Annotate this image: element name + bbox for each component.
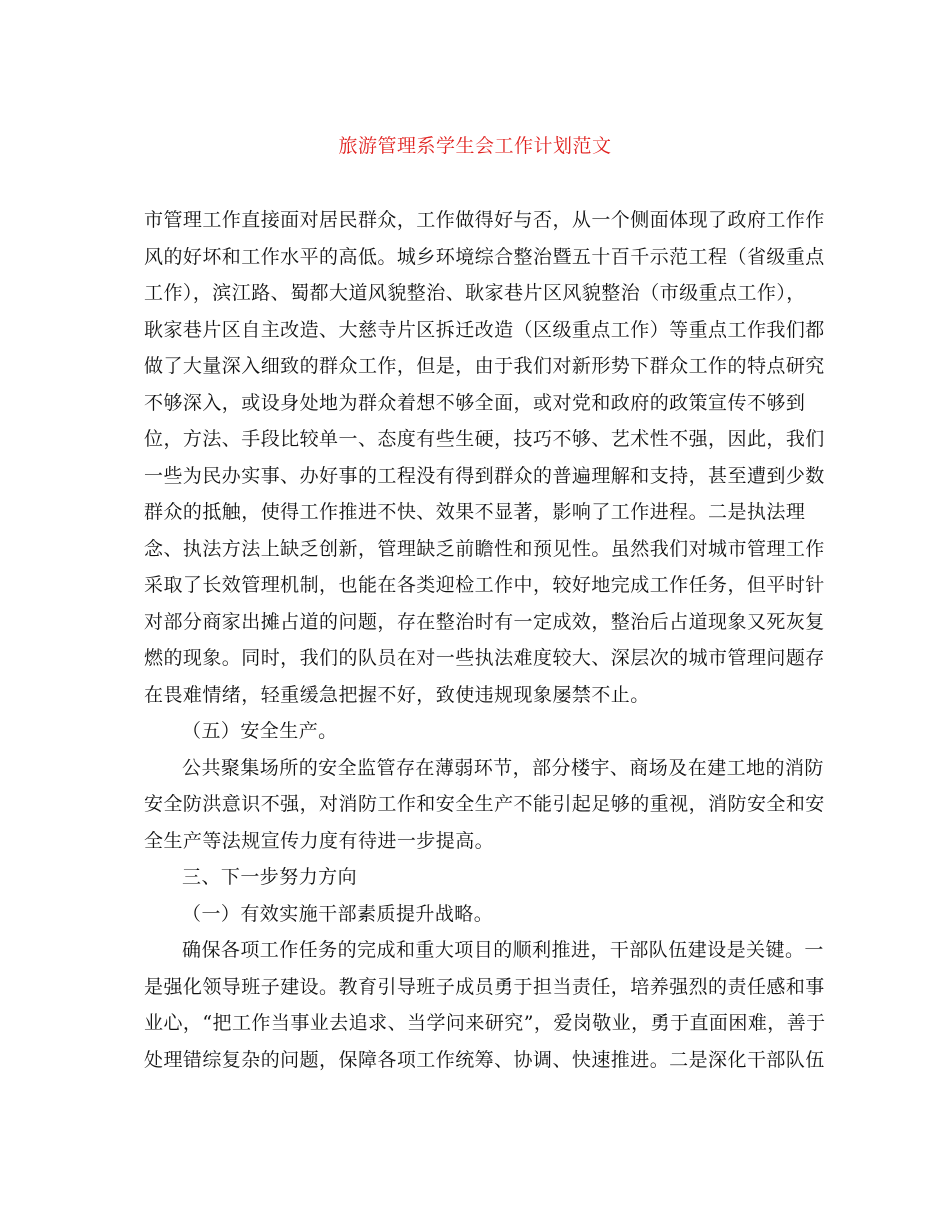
body-line: 公共聚集场所的安全监管存在薄弱环节，部分楼宇、商场及在建工地的消防 — [182, 756, 824, 779]
body-line: 全生产等法规宣传力度有待进一步提高。 — [144, 829, 495, 852]
body-line: 工作），滨江路、蜀都大道风貌整治、耿家巷片区风貌整治（市级重点工作）， — [144, 282, 806, 304]
body-line: 采取了长效管理机制，也能在各类迎检工作中，较好地完成工作任务，但平时针 — [144, 574, 825, 596]
body-line: 安全防洪意识不强，对消防工作和安全生产不能引起足够的重视，消防安全和安 — [144, 793, 825, 815]
body-line: 确保各项工作任务的完成和重大项目的顺利推进，干部队伍建设是关键。一 — [182, 939, 824, 961]
body-line: 不够深入，或设身处地为群众着想不够全面，或对党和政府的政策宣传不够到 — [144, 391, 806, 414]
subsection-heading: （一）有效实施干部素质提升战略。 — [182, 902, 494, 925]
document-title: 旅游管理系学生会工作计划范文 — [338, 135, 612, 157]
body-line: 在畏难情绪，轻重缓急把握不好，致使违规现象屡禁不止。 — [144, 683, 650, 706]
body-line: 念、执法方法上缺乏创新，管理缺乏前瞻性和预见性。虽然我们对城市管理工作 — [144, 537, 825, 560]
body-line: 风的好坏和工作水平的高低。城乡环境综合整治暨五十百千示范工程（省级重点 — [144, 245, 825, 268]
section-heading: （五）安全生产。 — [182, 720, 338, 742]
body-line: 耿家巷片区自主改造、大慈寺片区拆迁改造（区级重点工作）等重点工作我们都 — [144, 318, 825, 341]
document-body — [144, 202, 826, 1078]
body-line: 市管理工作直接面对居民群众，工作做得好与否，从一个侧面体现了政府工作作 — [144, 209, 825, 231]
body-line: 一些为民办实事、办好事的工程没有得到群众的普遍理解和支持，甚至遭到少数 — [144, 464, 825, 487]
body-line: 对部分商家出摊占道的问题，存在整治时有一定成效，整治后占道现象又死灰复 — [144, 610, 825, 633]
body-line: 燃的现象。同时，我们的队员在对一些执法难度较大、深层次的城市管理问题存 — [144, 647, 825, 669]
body-line: 是强化领导班子建设。教育引导班子成员勇于担当责任，培养强烈的责任感和事 — [144, 975, 825, 998]
body-line: 群众的抵触，使得工作推进不快、效果不显著，影响了工作进程。二是执法理 — [144, 501, 806, 523]
body-line: 位，方法、手段比较单一、态度有些生硬，技巧不够、艺术性不强，因此，我们 — [144, 428, 825, 450]
body-line: 做了大量深入细致的群众工作，但是，由于我们对新形势下群众工作的特点研究 — [144, 355, 825, 377]
section-heading: 三、下一步努力方向 — [182, 866, 358, 888]
body-line: 业心，“把工作当事业去追求、当学问来研究”，爱岗敬业，勇于直面困难，善于 — [144, 1012, 826, 1034]
body-line: 处理错综复杂的问题，保障各项工作统筹、协调、快速推进。二是深化干部队伍 — [144, 1048, 825, 1071]
